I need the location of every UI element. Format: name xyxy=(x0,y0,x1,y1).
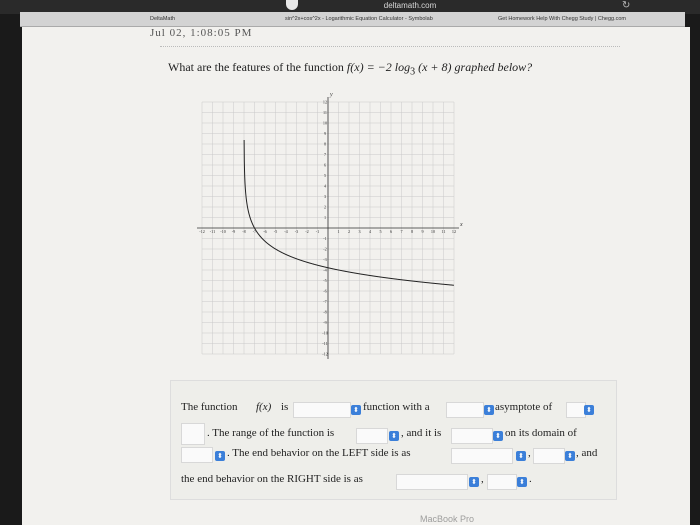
y-tick-label: -7 xyxy=(323,299,327,304)
cut-header: Jul 02, 1:08:05 PM xyxy=(150,27,253,39)
right-x-dropdown[interactable] xyxy=(396,474,468,490)
x-tick-label: -7 xyxy=(252,229,257,234)
question-base: 3 xyxy=(410,66,416,78)
x-tick-label: -5 xyxy=(273,229,278,234)
address-bar[interactable]: deltamath.com xyxy=(383,1,437,10)
asymptote-input[interactable] xyxy=(181,423,205,445)
y-tick-label: -3 xyxy=(323,257,327,262)
x-tick-label: 3 xyxy=(358,229,361,234)
line2-a: . The range of the function is xyxy=(207,427,335,439)
y-tick-label: -6 xyxy=(323,288,327,294)
x-tick-label: -6 xyxy=(263,229,267,234)
y-tick-label: 9 xyxy=(323,131,327,136)
x-tick-label: -12 xyxy=(199,229,205,234)
y-tick-label: -9 xyxy=(323,320,327,325)
x-tick-label: 8 xyxy=(410,229,414,234)
x-tick-label: -4 xyxy=(284,229,288,234)
x-tick-label: -10 xyxy=(220,229,226,234)
y-tick-label: -12 xyxy=(322,351,328,357)
chevron-down-icon[interactable]: ⬍ xyxy=(516,451,526,461)
line2-b: , and it is xyxy=(401,427,442,439)
x-tick-label: 11 xyxy=(441,229,446,234)
graph-axes xyxy=(197,97,459,359)
line1-f: f(x) xyxy=(256,401,272,413)
x-tick-label: 10 xyxy=(430,229,436,234)
right-y-dropdown[interactable] xyxy=(487,474,517,490)
question-prefix: What are the features of the function xyxy=(168,60,347,74)
answer-panel xyxy=(170,380,617,500)
x-tick-label: 9 xyxy=(421,229,424,234)
line4-a: the end behavior on the RIGHT side is as xyxy=(181,473,363,485)
x-tick-label: 4 xyxy=(368,229,372,234)
divider xyxy=(160,46,620,47)
chevron-down-icon[interactable]: ⬍ xyxy=(351,405,361,415)
device-label: MacBook Pro xyxy=(420,514,475,524)
x-tick-label: 1 xyxy=(337,229,340,234)
x-tick-label: -8 xyxy=(242,229,246,234)
y-tick-label: -4 xyxy=(323,267,327,273)
tab-bar xyxy=(20,12,685,27)
y-axis-label: y xyxy=(330,92,333,98)
chevron-down-icon[interactable]: ⬍ xyxy=(493,431,503,441)
x-axis-label: x xyxy=(460,222,463,228)
x-tick-label: -3 xyxy=(294,229,299,234)
left-x-dropdown[interactable] xyxy=(451,448,513,464)
y-tick-label: -2 xyxy=(323,246,327,252)
question-func: f(x) = −2 log xyxy=(346,60,411,74)
y-tick-label: -5 xyxy=(323,278,327,283)
line1-c: function with a xyxy=(363,401,430,413)
chevron-down-icon[interactable]: ⬍ xyxy=(215,451,225,461)
asymptote-value-dropdown[interactable] xyxy=(566,402,586,418)
chevron-down-icon[interactable]: ⬍ xyxy=(565,451,575,461)
log-graph xyxy=(199,92,490,360)
question-text xyxy=(168,60,532,77)
chevron-down-icon[interactable]: ⬍ xyxy=(584,405,594,415)
x-tick-label: -11 xyxy=(209,229,216,234)
tab-symbolab[interactable]: sin^2x+cos^2x - Logarithmic Equation Calculator - Symbolab xyxy=(285,16,433,22)
x-tick-label: 7 xyxy=(400,229,403,234)
line1-d: asymptote of xyxy=(495,401,553,413)
x-tick-label: -2 xyxy=(305,229,309,234)
line3-a: . The end behavior on the LEFT side is as xyxy=(227,447,411,459)
line1-a: The function xyxy=(181,401,238,413)
tab-chegg[interactable]: Get Homework Help With Chegg Study | Chegg.com xyxy=(498,16,626,22)
asymptote-type-dropdown[interactable] xyxy=(446,402,484,418)
y-tick-label: 8 xyxy=(323,141,327,147)
x-tick-label: 12 xyxy=(451,229,457,234)
function-type-dropdown[interactable] xyxy=(293,402,351,418)
x-tick-label: 6 xyxy=(389,229,393,234)
y-tick-label: -1 xyxy=(323,236,327,241)
question-arg: (x + 8) graphed below? xyxy=(415,60,533,74)
line3-b: , xyxy=(528,447,531,459)
y-tick-label: 6 xyxy=(323,162,327,168)
chevron-down-icon[interactable]: ⬍ xyxy=(484,405,494,415)
y-tick-label: 1 xyxy=(323,215,327,220)
chevron-down-icon[interactable]: ⬍ xyxy=(517,477,527,487)
y-tick-label: 4 xyxy=(323,183,327,189)
line4-c: . xyxy=(529,473,532,485)
x-tick-label: 5 xyxy=(379,229,382,234)
domain-dropdown[interactable] xyxy=(181,447,213,463)
y-tick-label: 10 xyxy=(322,120,328,126)
y-tick-label: 7 xyxy=(323,152,327,157)
x-tick-label: -1 xyxy=(315,229,320,234)
chevron-down-icon[interactable]: ⬍ xyxy=(389,431,399,441)
line4-b: , xyxy=(481,473,484,485)
x-tick-label: -9 xyxy=(231,229,236,234)
chevron-down-icon[interactable]: ⬍ xyxy=(469,477,479,487)
range-dropdown[interactable] xyxy=(356,428,388,444)
tab-deltamath[interactable]: DeltaMath xyxy=(150,16,176,22)
monotonic-dropdown[interactable] xyxy=(451,428,493,444)
y-tick-label: -10 xyxy=(322,330,328,336)
y-tick-label: -11 xyxy=(322,341,328,346)
line2-c: on its domain of xyxy=(505,427,577,439)
reload-icon[interactable]: ↻ xyxy=(622,0,631,11)
y-tick-label: 2 xyxy=(323,204,327,210)
x-tick-label: 2 xyxy=(347,229,351,234)
y-tick-label: -8 xyxy=(323,309,327,315)
y-tick-label: 5 xyxy=(323,173,327,178)
y-tick-label: 11 xyxy=(322,110,328,115)
line3-c: , and xyxy=(576,447,598,459)
line1-b: is xyxy=(281,401,289,413)
left-y-dropdown[interactable] xyxy=(533,448,565,464)
y-tick-label: 12 xyxy=(322,99,328,105)
y-tick-label: 3 xyxy=(323,194,327,199)
